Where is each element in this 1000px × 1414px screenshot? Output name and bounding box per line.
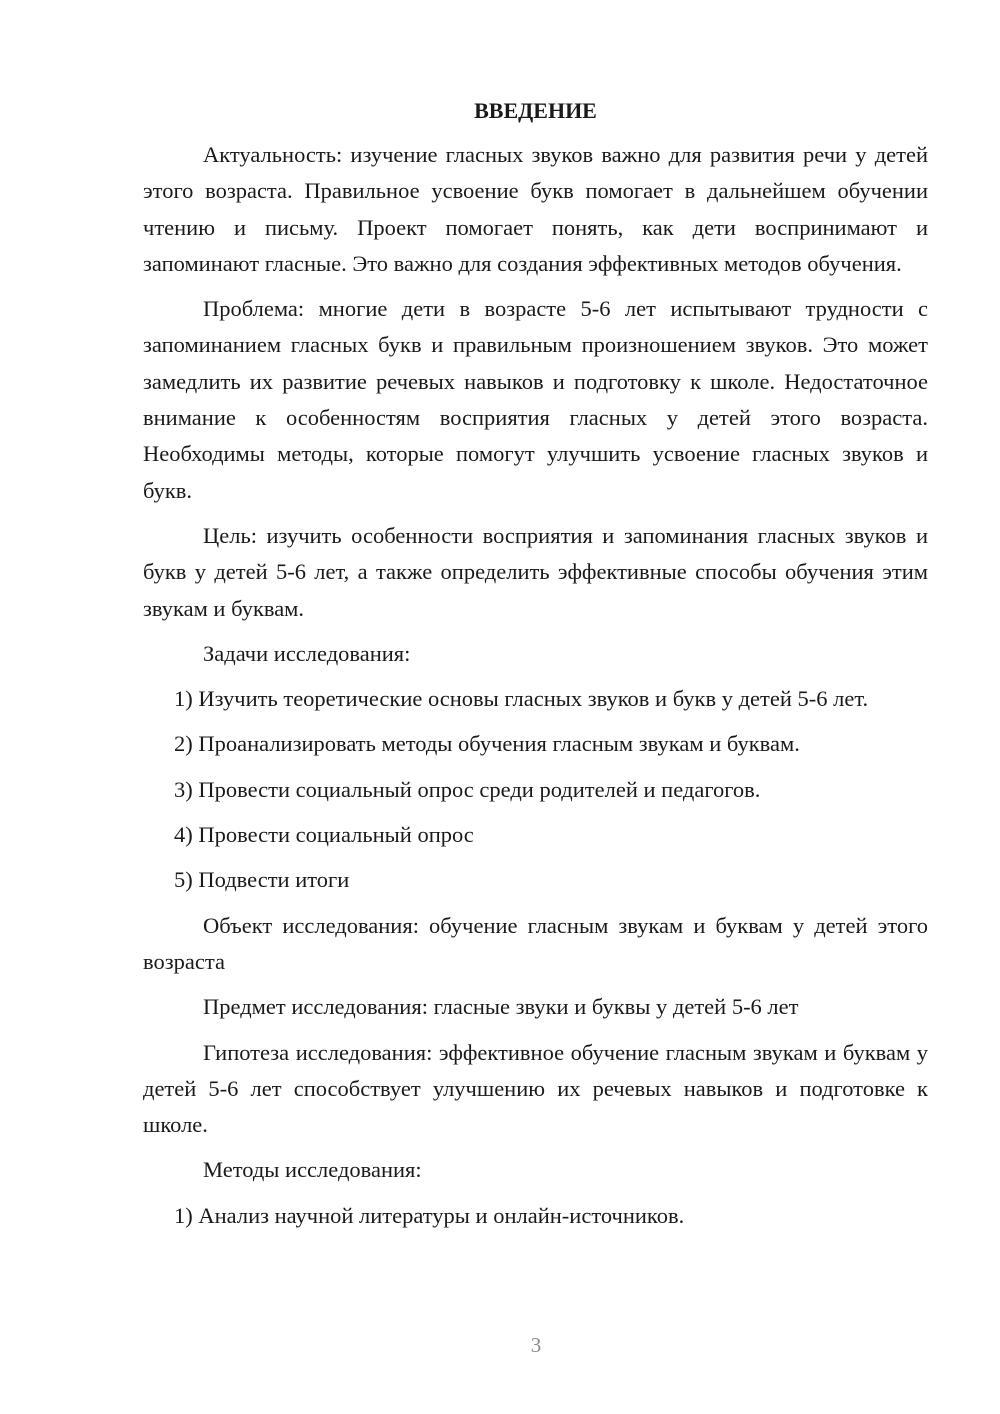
hypothesis-paragraph: Гипотеза исследования: эффективное обучение гласным звукам и буквам у детей 5-6 лет способствует улучшению их речевых навыков и подготовке к школе. [143, 1039, 928, 1138]
subject-paragraph: Предмет исследования: гласные звуки и буквы у детей 5-6 лет [203, 994, 799, 1020]
task-item: 5) Подвести итоги [174, 867, 350, 893]
object-paragraph: Объект исследования: обучение гласным звукам и буквам у детей этого возраста [143, 912, 928, 974]
task-item: 2) Проанализировать методы обучения гласным звукам и буквам. [174, 731, 800, 757]
method-item: 1) Анализ научной литературы и онлайн-источников. [174, 1202, 685, 1228]
task-item: 4) Провести социальный опрос [174, 822, 474, 848]
page-number: 3 [530, 1333, 542, 1357]
methods-heading: Методы исследования: [203, 1157, 422, 1183]
task-item: 1) Изучить теоретические основы гласных звуков и букв у детей 5-6 лет. [174, 686, 869, 712]
relevance-paragraph: Актуальность: изучение гласных звуков важно для развития речи у детей этого возраста. Правильное усвоение букв помогает в дальнейшем обучении чтению и письму. Проект помогает понять, как дети воспринимают и запоминают гласные. Это важно для создания эффективных методов обучения. [143, 142, 928, 276]
tasks-heading: Задачи исследования: [203, 640, 411, 666]
page-title: ВВЕДЕНИЕ [474, 98, 597, 123]
methods-list [143, 1198, 928, 1234]
goal-paragraph: Цель: изучить особенности восприятия и запоминания гласных звуков и букв у детей 5-6 лет, а также определить эффективные способы обучения этим звукам и буквам. [143, 522, 928, 621]
problem-paragraph: Проблема: многие дети в возрасте 5-6 лет испытывают трудности с запоминанием гласных букв и правильным произношением звуков. Это может замедлить их развитие речевых навыков и подготовку к школе. Недостаточное внимание к особенностям восприятия гласных у детей этого возраста. Необходимы методы, которые помогут улучшить усвоение гласных звуков и букв. [143, 296, 928, 503]
document-page [143, 96, 928, 1234]
tasks-list [143, 681, 928, 898]
task-item: 3) Провести социальный опрос среди родителей и педагогов. [174, 776, 761, 802]
